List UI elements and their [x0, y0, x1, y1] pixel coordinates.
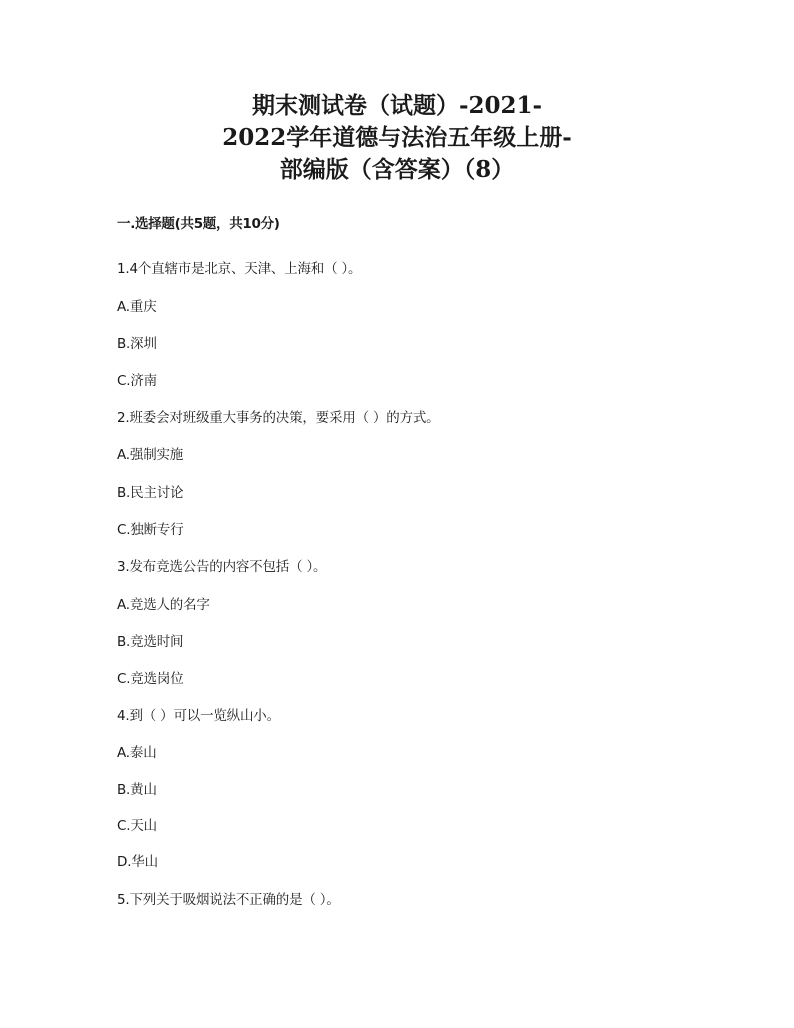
question-1-option-a: A.重庆 [117, 299, 157, 315]
title-line-2: 2022学年道德与法治五年级上册- [222, 124, 572, 151]
question-3-option-b: B.竞选时间 [117, 634, 184, 650]
question-1-stem: 1.4个直辖市是北京、天津、上海和（ ）。 [117, 261, 362, 277]
title-line-1: 期末测试卷（试题）-2021- [251, 92, 543, 119]
question-2-option-c: C.独断专行 [117, 522, 184, 538]
question-3-option-a: A.竞选人的名字 [117, 597, 210, 613]
question-3-stem: 3.发布竞选公告的内容不包括（ ）。 [117, 559, 327, 575]
question-2-stem: 2.班委会对班级重大事务的决策，要采用（ ）的方式。 [117, 410, 440, 426]
question-4-option-a: A.泰山 [117, 745, 157, 761]
question-1-option-b: B.深圳 [117, 336, 157, 352]
question-5-stem: 5.下列关于吸烟说法不正确的是（ ）。 [117, 892, 340, 908]
question-2-option-a: A.强制实施 [117, 447, 184, 463]
question-2-option-b: B.民主讨论 [117, 485, 184, 501]
title-line-3: 部编版（含答案）（8） [279, 156, 515, 183]
question-4-stem: 4.到（ ）可以一览纵山小。 [117, 708, 280, 724]
question-4-option-c: C.天山 [117, 818, 157, 834]
question-3-option-c: C.竞选岗位 [117, 671, 184, 687]
section-heading: 一.选择题(共5题，共10分) [117, 216, 280, 232]
exam-title [0, 90, 794, 186]
question-4-option-b: B.黄山 [117, 782, 157, 798]
question-1-option-c: C.济南 [117, 373, 157, 389]
question-4-option-d: D.华山 [117, 854, 158, 870]
